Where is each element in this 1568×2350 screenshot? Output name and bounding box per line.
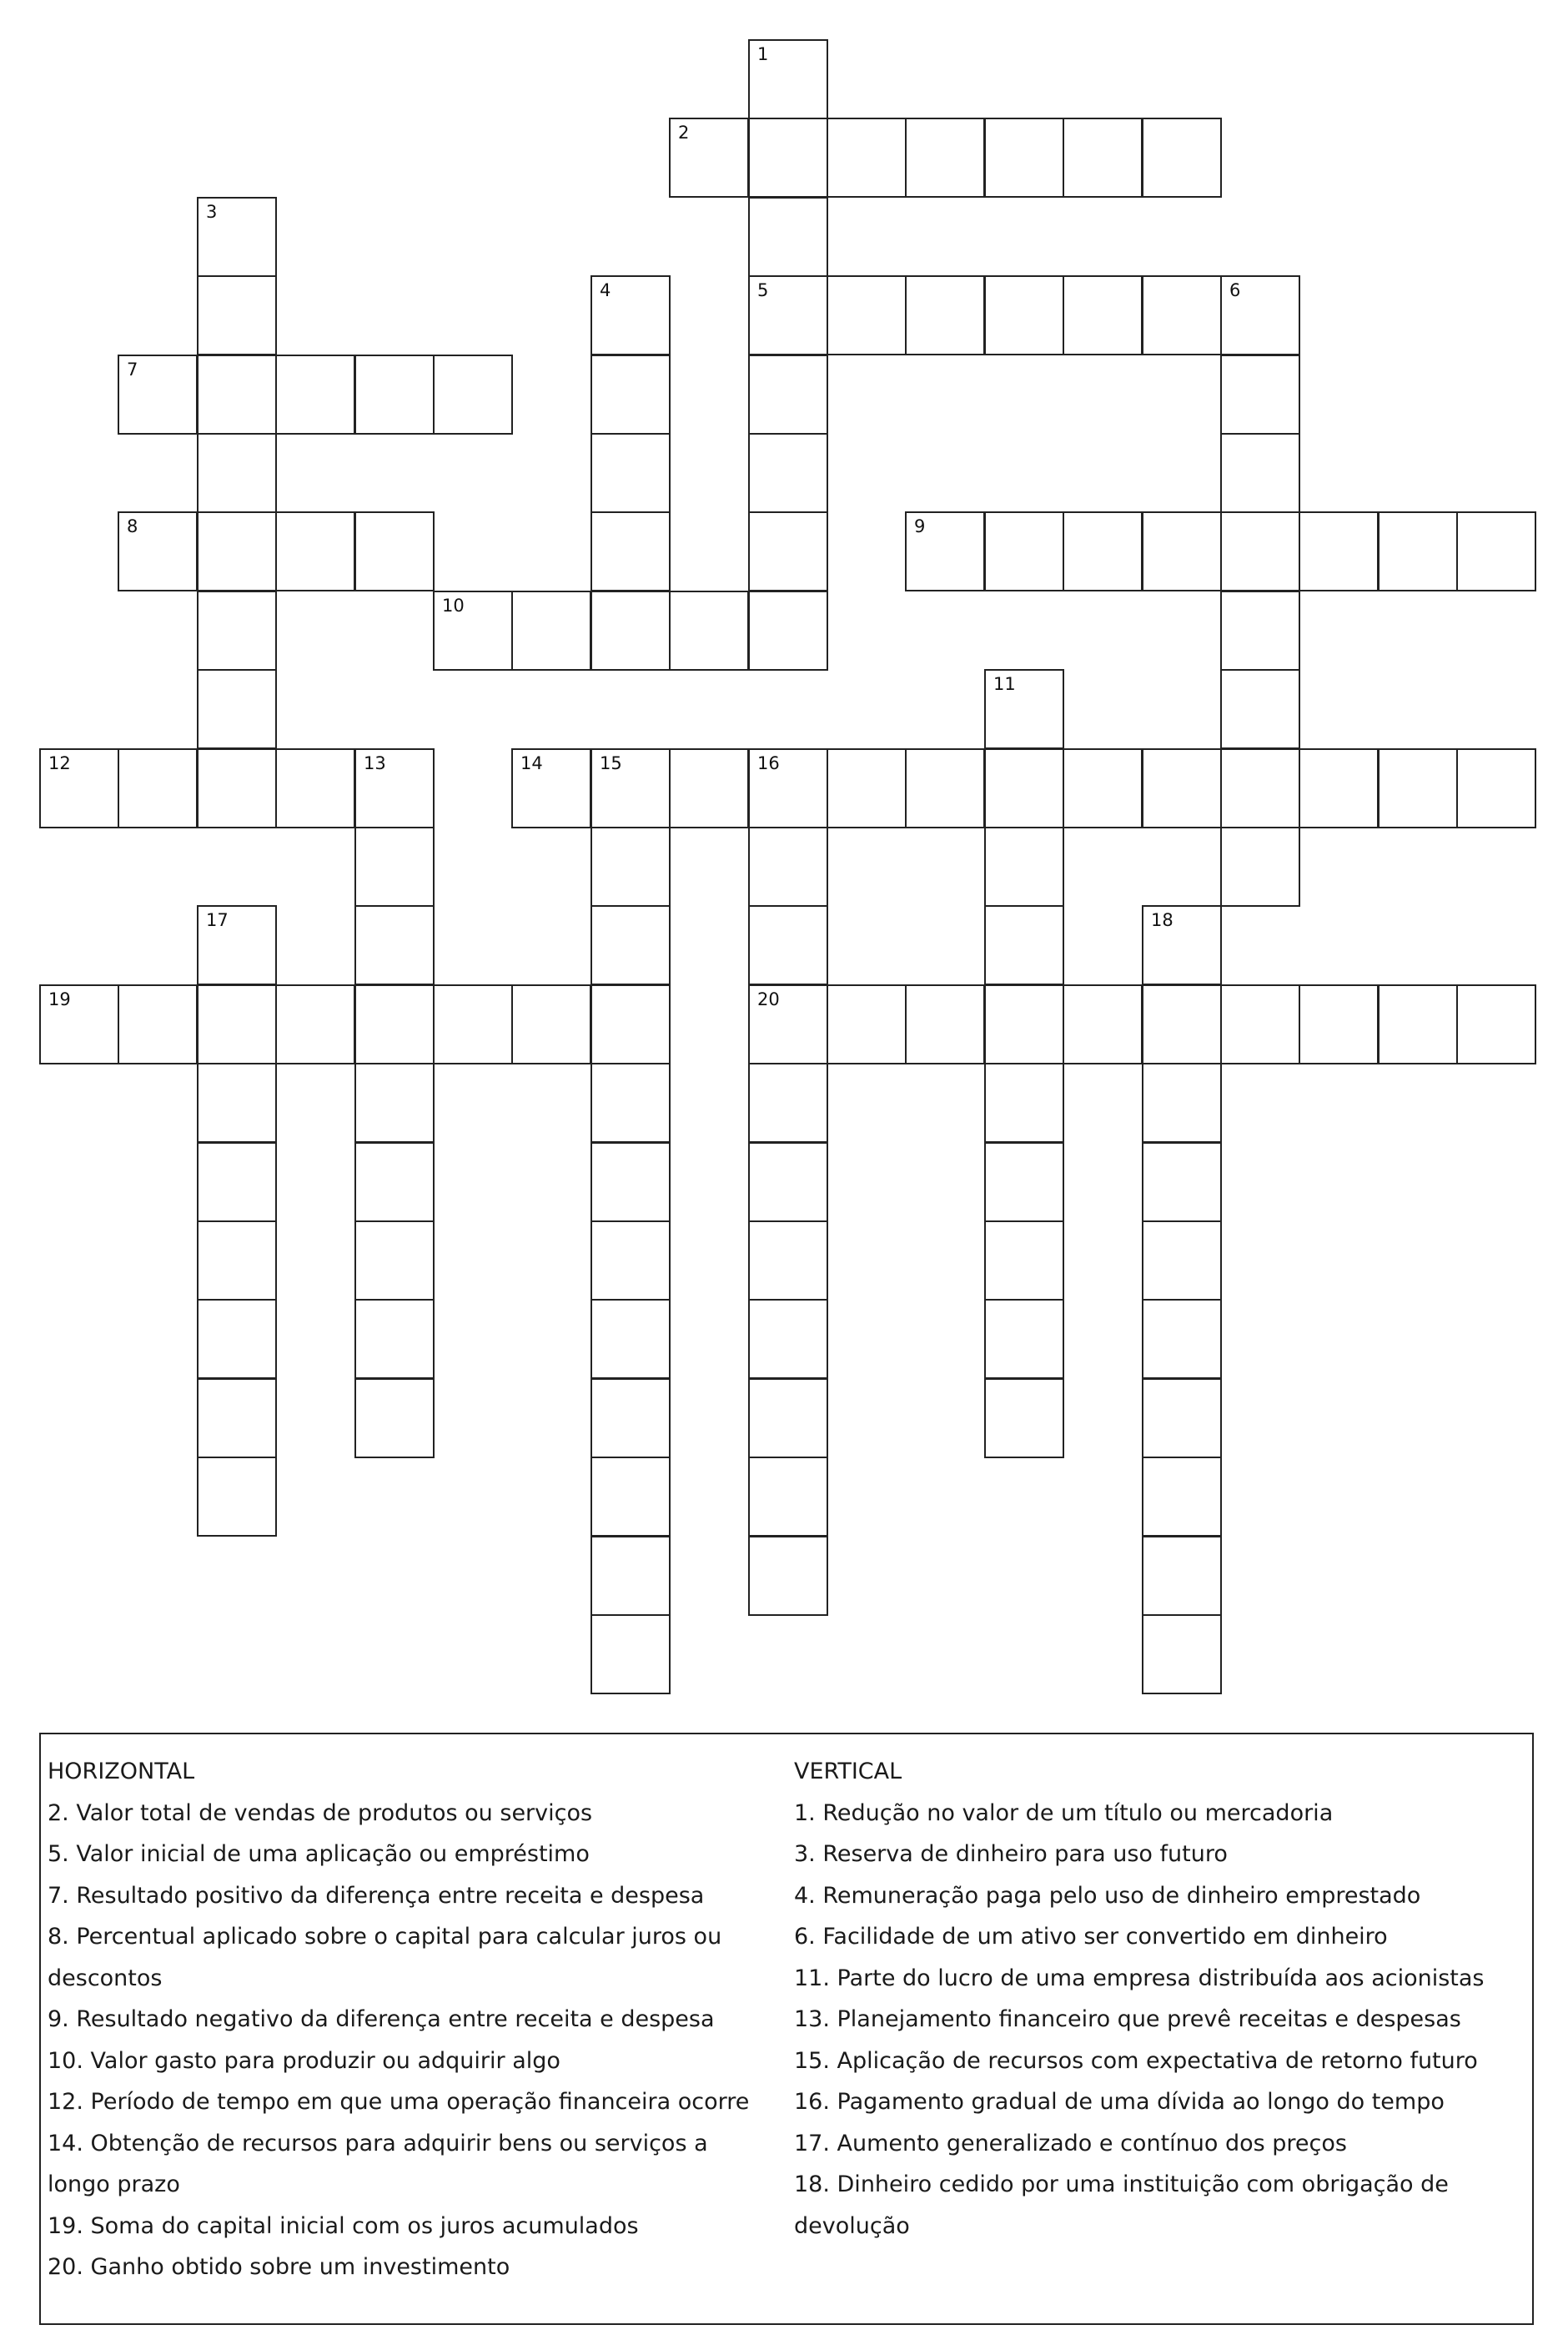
grid-cell[interactable] bbox=[1378, 984, 1458, 1064]
grid-cell[interactable] bbox=[1220, 433, 1300, 513]
grid-cell[interactable] bbox=[1220, 591, 1300, 671]
grid-cell[interactable] bbox=[354, 355, 435, 435]
clue-number: 1 bbox=[757, 44, 769, 64]
grid-cell[interactable] bbox=[1220, 827, 1300, 907]
grid-cell[interactable] bbox=[197, 1378, 277, 1458]
grid-cell[interactable] bbox=[984, 1063, 1064, 1143]
grid-cell[interactable] bbox=[748, 118, 828, 198]
horizontal-clues bbox=[48, 1751, 773, 2288]
grid-cell[interactable] bbox=[984, 511, 1064, 591]
grid-cell[interactable] bbox=[827, 748, 907, 828]
grid-cell[interactable] bbox=[39, 984, 119, 1064]
grid-cell[interactable] bbox=[354, 748, 435, 828]
grid-cell[interactable] bbox=[905, 984, 985, 1064]
clue-horizontal-2: 2. Valor total de vendas de produtos ou serviços bbox=[48, 1799, 593, 1826]
grid-cell[interactable] bbox=[1142, 275, 1222, 355]
grid-cell[interactable] bbox=[354, 984, 435, 1064]
grid-cell[interactable] bbox=[905, 511, 985, 591]
grid-cell[interactable] bbox=[197, 1142, 277, 1222]
grid-cell[interactable] bbox=[1142, 118, 1222, 198]
grid-cell[interactable] bbox=[1142, 1457, 1222, 1537]
grid-cell[interactable] bbox=[984, 275, 1064, 355]
grid-cell[interactable] bbox=[1142, 984, 1222, 1064]
clue-number: 14 bbox=[520, 753, 543, 773]
grid-cell[interactable] bbox=[118, 748, 198, 828]
grid-cell[interactable] bbox=[984, 1220, 1064, 1301]
clue-number: 5 bbox=[757, 280, 769, 300]
grid-cell[interactable] bbox=[748, 1457, 828, 1537]
grid-cell[interactable] bbox=[748, 39, 828, 119]
grid-cell[interactable] bbox=[827, 984, 907, 1064]
grid-cell[interactable] bbox=[354, 1063, 435, 1143]
grid-cell[interactable] bbox=[669, 118, 749, 198]
clue-number: 9 bbox=[914, 516, 926, 536]
grid-cell[interactable] bbox=[1220, 275, 1300, 355]
grid-cell[interactable] bbox=[591, 1536, 671, 1616]
clue-number: 20 bbox=[757, 989, 780, 1009]
grid-cell[interactable] bbox=[197, 1220, 277, 1301]
grid-cell[interactable] bbox=[748, 591, 828, 671]
grid-cell[interactable] bbox=[748, 1142, 828, 1222]
grid-cell[interactable] bbox=[197, 433, 277, 513]
grid-cell[interactable] bbox=[984, 1378, 1064, 1458]
grid-cell[interactable] bbox=[1063, 748, 1143, 828]
clue-horizontal-9: 9. Resultado negativo da diferença entre receita e despesa bbox=[48, 2006, 715, 2032]
clue-vertical-17: 17. Aumento generalizado e contínuo dos preços bbox=[794, 2130, 1347, 2156]
grid-cell[interactable] bbox=[511, 748, 591, 828]
grid-cell[interactable] bbox=[984, 669, 1064, 749]
grid-cell[interactable] bbox=[1378, 748, 1458, 828]
grid-cell[interactable] bbox=[1299, 511, 1379, 591]
grid-cell[interactable] bbox=[591, 1063, 671, 1143]
grid-cell[interactable] bbox=[1220, 748, 1300, 828]
clue-number: 2 bbox=[678, 123, 690, 143]
grid-cell[interactable] bbox=[118, 355, 198, 435]
grid-cell[interactable] bbox=[197, 669, 277, 749]
clue-horizontal-8: 8. Percentual aplicado sobre o capital para calcular juros ou descontos bbox=[48, 1924, 722, 1991]
grid-cell[interactable] bbox=[591, 355, 671, 435]
grid-cell[interactable] bbox=[984, 748, 1064, 828]
grid-cell[interactable] bbox=[591, 1614, 671, 1694]
grid-cell[interactable] bbox=[511, 591, 591, 671]
clue-number: 13 bbox=[364, 753, 386, 773]
grid-cell[interactable] bbox=[827, 118, 907, 198]
grid-cell[interactable] bbox=[748, 1063, 828, 1143]
grid-cell[interactable] bbox=[748, 511, 828, 591]
grid-cell[interactable] bbox=[748, 1299, 828, 1379]
horizontal-heading: HORIZONTAL bbox=[48, 1759, 195, 1784]
clue-vertical-13: 13. Planejamento financeiro que prevê receitas e despesas bbox=[794, 2006, 1461, 2032]
grid-cell[interactable] bbox=[1456, 984, 1536, 1064]
grid-cell[interactable] bbox=[511, 984, 591, 1064]
clue-horizontal-19: 19. Soma do capital inicial com os juros acumulados bbox=[48, 2212, 639, 2239]
clue-vertical-18: 18. Dinheiro cedido por uma instituição com obrigação de devolução bbox=[794, 2171, 1449, 2239]
grid-cell[interactable] bbox=[118, 984, 198, 1064]
grid-cell[interactable] bbox=[591, 275, 671, 355]
grid-cell[interactable] bbox=[275, 984, 355, 1064]
grid-cell[interactable] bbox=[197, 511, 277, 591]
clue-vertical-11: 11. Parte do lucro de uma empresa distribuída aos acionistas bbox=[794, 1965, 1485, 1991]
grid-cell[interactable] bbox=[1299, 748, 1379, 828]
clue-vertical-6: 6. Facilidade de um ativo ser convertido em dinheiro bbox=[794, 1924, 1388, 1950]
grid-cell[interactable] bbox=[984, 1299, 1064, 1379]
clue-horizontal-12: 12. Período de tempo em que uma operação financeira ocorre bbox=[48, 2089, 750, 2115]
clue-horizontal-7: 7. Resultado positivo da diferença entre receita e despesa bbox=[48, 1882, 705, 1909]
grid-cell[interactable] bbox=[905, 275, 985, 355]
grid-cell[interactable] bbox=[984, 118, 1064, 198]
clue-number: 16 bbox=[757, 753, 780, 773]
clue-number: 18 bbox=[1151, 910, 1173, 930]
grid-cell[interactable] bbox=[984, 905, 1064, 985]
clues-panel bbox=[39, 1733, 1534, 2325]
vertical-heading: VERTICAL bbox=[794, 1759, 902, 1784]
grid-cell[interactable] bbox=[748, 748, 828, 828]
grid-cell[interactable] bbox=[275, 511, 355, 591]
grid-cell[interactable] bbox=[1142, 1063, 1222, 1143]
grid-cell[interactable] bbox=[591, 1299, 671, 1379]
grid-cell[interactable] bbox=[591, 984, 671, 1064]
grid-cell[interactable] bbox=[39, 748, 119, 828]
grid-cell[interactable] bbox=[197, 1457, 277, 1537]
grid-cell[interactable] bbox=[591, 591, 671, 671]
clue-horizontal-14: 14. Obtenção de recursos para adquirir bens ou serviços a longo prazo bbox=[48, 2130, 708, 2197]
grid-cell[interactable] bbox=[748, 827, 828, 907]
grid-cell[interactable] bbox=[197, 275, 277, 355]
clue-number: 6 bbox=[1229, 280, 1241, 300]
grid-cell[interactable] bbox=[984, 1142, 1064, 1222]
grid-cell[interactable] bbox=[1378, 511, 1458, 591]
clue-horizontal-5: 5. Valor inicial de uma aplicação ou empréstimo bbox=[48, 1841, 590, 1867]
grid-cell[interactable] bbox=[197, 984, 277, 1064]
grid-cell[interactable] bbox=[354, 1299, 435, 1379]
clue-number: 17 bbox=[206, 910, 229, 930]
grid-cell[interactable] bbox=[197, 748, 277, 828]
grid-cell[interactable] bbox=[748, 197, 828, 277]
clue-number: 19 bbox=[48, 989, 71, 1009]
grid-cell[interactable] bbox=[275, 748, 355, 828]
clue-number: 8 bbox=[127, 516, 138, 536]
grid-cell[interactable] bbox=[197, 591, 277, 671]
grid-cell[interactable] bbox=[591, 905, 671, 985]
clue-vertical-15: 15. Aplicação de recursos com expectativa de retorno futuro bbox=[794, 2047, 1478, 2074]
clue-number: 10 bbox=[442, 596, 465, 616]
grid-cell[interactable] bbox=[591, 1142, 671, 1222]
clue-number: 7 bbox=[127, 360, 138, 380]
vertical-clues bbox=[794, 1751, 1520, 2247]
grid-cell[interactable] bbox=[1220, 355, 1300, 435]
grid-cell[interactable] bbox=[748, 355, 828, 435]
grid-cell[interactable] bbox=[1142, 1142, 1222, 1222]
grid-cell[interactable] bbox=[354, 511, 435, 591]
grid-cell[interactable] bbox=[118, 511, 198, 591]
grid-cell[interactable] bbox=[433, 984, 513, 1064]
grid-cell[interactable] bbox=[905, 118, 985, 198]
grid-cell[interactable] bbox=[1456, 748, 1536, 828]
grid-cell[interactable] bbox=[354, 1142, 435, 1222]
grid-cell[interactable] bbox=[748, 984, 828, 1064]
grid-cell[interactable] bbox=[1142, 1536, 1222, 1616]
grid-cell[interactable] bbox=[1142, 1220, 1222, 1301]
grid-cell[interactable] bbox=[1063, 511, 1143, 591]
grid-cell[interactable] bbox=[591, 511, 671, 591]
grid-cell[interactable] bbox=[1456, 511, 1536, 591]
grid-cell[interactable] bbox=[1142, 1614, 1222, 1694]
grid-cell[interactable] bbox=[1220, 669, 1300, 749]
grid-cell[interactable] bbox=[354, 1220, 435, 1301]
clue-vertical-3: 3. Reserva de dinheiro para uso futuro bbox=[794, 1841, 1228, 1867]
clue-vertical-4: 4. Remuneração paga pelo uso de dinheiro emprestado bbox=[794, 1882, 1421, 1909]
grid-cell[interactable] bbox=[748, 275, 828, 355]
grid-cell[interactable] bbox=[669, 591, 749, 671]
grid-cell[interactable] bbox=[984, 827, 1064, 907]
grid-cell[interactable] bbox=[275, 355, 355, 435]
grid-cell[interactable] bbox=[433, 355, 513, 435]
grid-cell[interactable] bbox=[591, 748, 671, 828]
grid-cell[interactable] bbox=[197, 1063, 277, 1143]
grid-cell[interactable] bbox=[1142, 511, 1222, 591]
grid-cell[interactable] bbox=[433, 591, 513, 671]
grid-cell[interactable] bbox=[197, 1299, 277, 1379]
grid-cell[interactable] bbox=[748, 1220, 828, 1301]
grid-cell[interactable] bbox=[1299, 984, 1379, 1064]
grid-cell[interactable] bbox=[354, 1378, 435, 1458]
grid-cell[interactable] bbox=[1142, 1299, 1222, 1379]
grid-cell[interactable] bbox=[1220, 984, 1300, 1064]
clue-vertical-16: 16. Pagamento gradual de uma dívida ao longo do tempo bbox=[794, 2089, 1445, 2115]
grid-cell[interactable] bbox=[354, 905, 435, 985]
grid-cell[interactable] bbox=[197, 905, 277, 985]
grid-cell[interactable] bbox=[197, 197, 277, 277]
clue-number: 3 bbox=[206, 202, 218, 222]
grid-cell[interactable] bbox=[591, 1220, 671, 1301]
grid-cell[interactable] bbox=[1142, 748, 1222, 828]
grid-cell[interactable] bbox=[748, 433, 828, 513]
clue-vertical-1: 1. Redução no valor de um título ou mercadoria bbox=[794, 1799, 1334, 1826]
grid-cell[interactable] bbox=[827, 275, 907, 355]
grid-cell[interactable] bbox=[748, 1378, 828, 1458]
grid-cell[interactable] bbox=[591, 433, 671, 513]
grid-cell[interactable] bbox=[669, 748, 749, 828]
grid-cell[interactable] bbox=[197, 355, 277, 435]
clue-number: 12 bbox=[48, 753, 71, 773]
clue-horizontal-20: 20. Ganho obtido sobre um investimento bbox=[48, 2254, 510, 2280]
grid-cell[interactable] bbox=[748, 1536, 828, 1616]
grid-cell[interactable] bbox=[591, 1457, 671, 1537]
grid-cell[interactable] bbox=[1142, 1378, 1222, 1458]
grid-cell[interactable] bbox=[354, 827, 435, 907]
clue-number: 11 bbox=[993, 674, 1016, 694]
grid-cell[interactable] bbox=[1063, 118, 1143, 198]
grid-cell[interactable] bbox=[905, 748, 985, 828]
clue-number: 4 bbox=[600, 280, 611, 300]
grid-cell[interactable] bbox=[1063, 275, 1143, 355]
grid-cell[interactable] bbox=[748, 905, 828, 985]
grid-cell[interactable] bbox=[1063, 984, 1143, 1064]
grid-cell[interactable] bbox=[1142, 905, 1222, 985]
grid-cell[interactable] bbox=[1220, 511, 1300, 591]
grid-cell[interactable] bbox=[591, 1378, 671, 1458]
clue-horizontal-10: 10. Valor gasto para produzir ou adquirir algo bbox=[48, 2047, 560, 2074]
grid-cell[interactable] bbox=[984, 984, 1064, 1064]
clue-number: 15 bbox=[600, 753, 622, 773]
grid-cell[interactable] bbox=[591, 827, 671, 907]
